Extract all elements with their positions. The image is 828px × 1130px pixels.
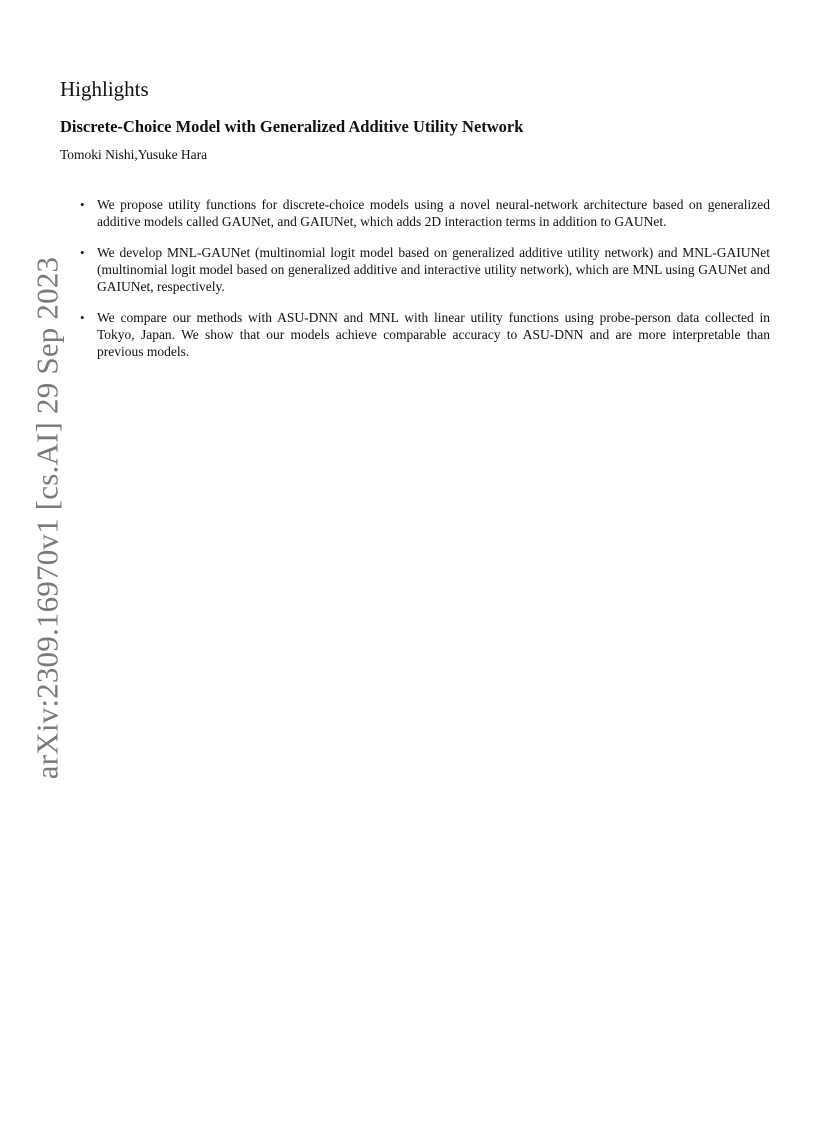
highlight-item — [80, 196, 770, 230]
highlight-item — [80, 309, 770, 360]
highlight-text: We develop MNL-GAUNet (multinomial logit model based on generalized additive utility network) and MNL-GAIUNet (multinomial logit model based on generalized additive and interactive utility network), which are MNL using GAUNet and GAIUNet, respectively. — [97, 245, 770, 294]
arxiv-identifier-stamp: arXiv:2309.16970v1 [cs.AI] 29 Sep 2023 — [29, 256, 65, 780]
highlight-text: We compare our methods with ASU-DNN and MNL with linear utility functions using probe-person data collected in Tokyo, Japan. We show that our models achieve comparable accuracy to ASU-DNN and are more interpretable than previous models. — [97, 310, 770, 359]
paper-title: Discrete-Choice Model with Generalized Additive Utility Network — [60, 117, 524, 136]
bullet-icon: • — [80, 245, 85, 260]
author-list: Tomoki Nishi,Yusuke Hara — [60, 147, 208, 162]
highlight-item — [80, 244, 770, 295]
bullet-icon: • — [80, 310, 85, 325]
bullet-icon: • — [80, 197, 85, 212]
highlight-text: We propose utility functions for discrete-choice models using a novel neural-network architecture based on generalized additive models called GAUNet, and GAIUNet, which adds 2D interaction terms in addition to GAUNet. — [97, 197, 770, 229]
section-heading: Highlights — [60, 77, 149, 101]
highlights-list — [80, 196, 770, 374]
